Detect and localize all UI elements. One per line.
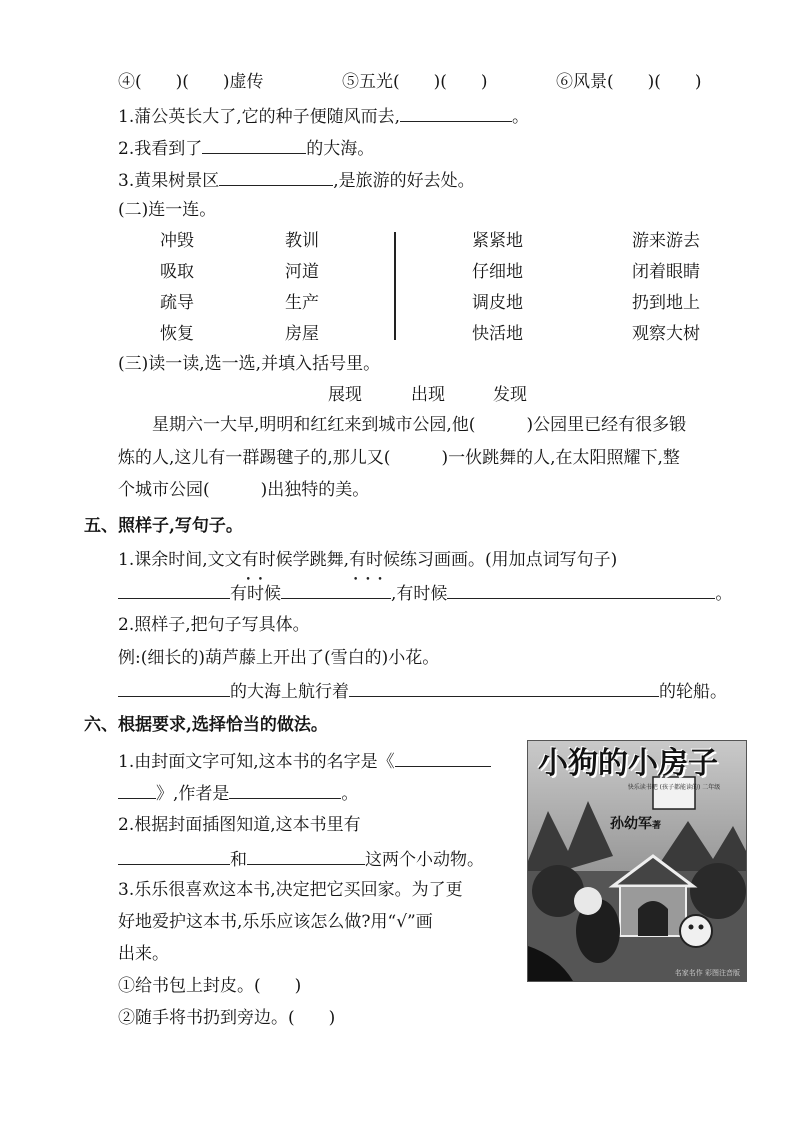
section-link-title: (二)连一连。 — [118, 200, 217, 220]
answer-blank[interactable] — [400, 103, 512, 122]
link-word[interactable]: 仔细地 — [472, 262, 523, 282]
section-5-title: 五、照样子,写句子。 — [84, 516, 243, 536]
link-column-left-a — [160, 229, 194, 353]
link-word[interactable]: 调皮地 — [472, 293, 523, 313]
option-2[interactable]: ②随手将书扔到旁边。( ) — [118, 1008, 336, 1028]
section-5-q1-answer: 有时候 ,有时候 。 — [118, 580, 732, 606]
link-word[interactable]: 观察大树 — [632, 324, 700, 344]
option-word-3: 发现 — [493, 385, 527, 405]
answer-blank[interactable] — [447, 580, 715, 599]
link-word[interactable]: 游来游去 — [632, 231, 700, 251]
passage-line-2: 炼的人,这儿有一群踢毽子的,那儿又( )一伙跳舞的人,在太阳照耀下,整 — [118, 448, 680, 468]
dotted-word: 有时候 • • — [242, 548, 293, 572]
dotted-word: 有时候 • • • — [349, 548, 400, 572]
fill-sentence-2: 2.我看到了 的大海。 — [118, 135, 374, 161]
link-word[interactable]: 恢复 — [160, 324, 194, 344]
section-6-q1-cont: 》,作者是 。 — [118, 780, 358, 806]
passage-line-3: 个城市公园( )出独特的美。 — [118, 480, 370, 500]
section-6-q3-line2: 好地爱护这本书,乐乐应该怎么做?用“√”画 — [118, 912, 433, 932]
book-cover-image — [527, 740, 747, 982]
answer-blank[interactable] — [202, 135, 306, 154]
option-word-1: 展现 — [328, 385, 362, 405]
answer-blank[interactable] — [349, 678, 659, 697]
option-1[interactable]: ①给书包上封皮。( ) — [118, 976, 302, 996]
link-word[interactable]: 紧紧地 — [472, 231, 523, 251]
section-5-q2-answer: 的大海上航行着 的轮船。 — [118, 678, 727, 704]
link-column-right-a — [472, 229, 523, 353]
section-choose-title: (三)读一读,选一选,并填入括号里。 — [118, 354, 381, 374]
idiom-item-5: ⑤五光( )( ) — [342, 72, 488, 92]
link-word[interactable]: 房屋 — [285, 324, 319, 344]
section-5-example: 例:(细长的)葫芦藤上开出了(雪白的)小花。 — [118, 648, 440, 668]
cover-bottom-note: 名家名作 彩图注音版 — [674, 969, 740, 977]
answer-blank[interactable] — [118, 580, 230, 599]
section-5-q2: 2.照样子,把句子写具体。 — [118, 615, 310, 635]
link-word[interactable]: 生产 — [285, 293, 319, 313]
column-divider — [394, 232, 396, 340]
link-word[interactable]: 扔到地上 — [632, 293, 700, 313]
section-6-q3-line3: 出来。 — [118, 944, 169, 964]
badge-box — [653, 777, 695, 809]
answer-blank[interactable] — [229, 780, 341, 799]
idiom-item-6: ⑥风景( )( ) — [556, 72, 702, 92]
section-6-q3-line1: 3.乐乐很喜欢这本书,决定把它买回家。为了更 — [118, 880, 463, 900]
section-6-q2: 2.根据封面插图知道,这本书里有 — [118, 815, 361, 835]
cover-badge-text: 快乐读书吧 (孩子都能读的) 二年级 — [627, 784, 721, 791]
section-5-q1: 1.课余时间,文文有时候 • •学跳舞,有时候 • • •练习画画。(用加点词写句子) — [118, 548, 617, 572]
cover-author: 孙幼军著 — [610, 816, 662, 832]
cat-shape — [680, 915, 712, 947]
answer-blank[interactable] — [118, 678, 230, 697]
answer-blank[interactable] — [281, 580, 391, 599]
cover-title: 小狗的小房子 — [538, 746, 718, 781]
link-word[interactable]: 闭着眼睛 — [632, 262, 700, 282]
section-6-q1: 1.由封面文字可知,这本书的名字是《 — [118, 748, 491, 774]
link-word[interactable]: 快活地 — [472, 324, 523, 344]
answer-blank[interactable] — [247, 846, 365, 865]
section-6-title: 六、根据要求,选择恰当的做法。 — [84, 715, 328, 735]
answer-blank[interactable] — [395, 748, 491, 767]
link-word[interactable]: 疏导 — [160, 293, 194, 313]
tree-shape — [690, 863, 746, 919]
passage-line-1: 星期六一大早,明明和红红来到城市公园,他( )公园里已经有很多锻 — [152, 415, 687, 435]
link-word[interactable]: 河道 — [285, 262, 319, 282]
section-6-q2-answer: 和 这两个小动物。 — [118, 846, 484, 872]
fill-sentence-3: 3.黄果树景区 ,是旅游的好去处。 — [118, 167, 475, 193]
link-column-right-b — [632, 229, 700, 353]
fill-sentence-1: 1.蒲公英长大了,它的种子便随风而去, 。 — [118, 103, 529, 129]
answer-blank[interactable] — [118, 780, 156, 799]
doghouse-door — [638, 901, 668, 936]
link-word[interactable]: 冲毁 — [160, 231, 194, 251]
answer-blank[interactable] — [219, 167, 333, 186]
link-word[interactable]: 教训 — [285, 231, 319, 251]
idiom-item-4: ④( )( )虚传 — [118, 72, 264, 92]
answer-blank[interactable] — [118, 846, 230, 865]
option-word-2: 出现 — [411, 385, 445, 405]
link-word[interactable]: 吸取 — [160, 262, 194, 282]
link-column-left-b — [285, 229, 319, 353]
dog-head-shape — [574, 887, 602, 915]
tree-shape — [532, 865, 584, 917]
